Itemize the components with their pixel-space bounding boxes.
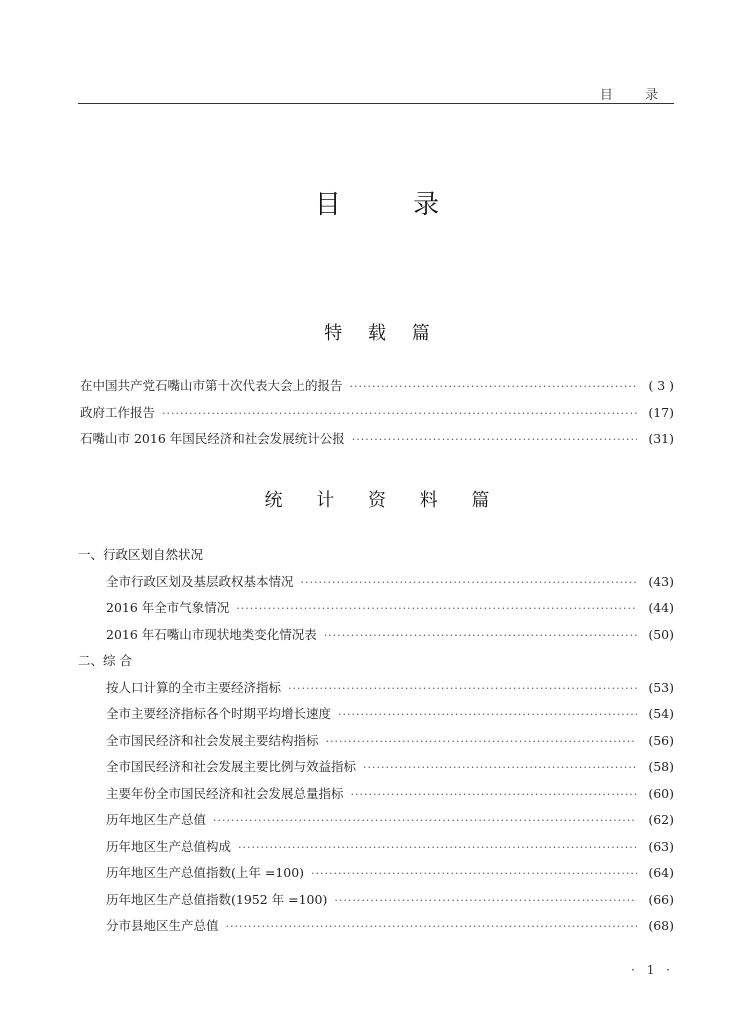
toc-entry-title: 全市主要经济指标各个时期平均增长速度 (106, 706, 332, 721)
toc-special-section (0, 373, 754, 453)
toc-entry-title: 政府工作报告 (80, 404, 156, 420)
toc-entry[interactable] (0, 754, 754, 781)
toc-entry[interactable] (0, 807, 754, 834)
toc-entry-page: (54) (648, 706, 674, 721)
toc-entry[interactable] (0, 373, 754, 400)
toc-entry-page: ( 3 ) (648, 378, 674, 393)
dot-leader (162, 401, 637, 428)
dot-leader (352, 427, 637, 454)
dot-leader (324, 623, 637, 650)
toc-entry-page: (66) (648, 891, 674, 907)
toc-entry[interactable] (0, 860, 754, 887)
toc-entry-page: (53) (648, 679, 674, 695)
toc-entry[interactable] (0, 400, 754, 427)
toc-entry-page: (43) (648, 573, 674, 589)
dot-leader (311, 861, 637, 888)
dot-leader (226, 914, 637, 941)
toc-entry[interactable] (0, 595, 754, 622)
toc-category-heading: 一、行政区划自然状况 (78, 547, 204, 562)
toc-entry[interactable] (0, 622, 754, 649)
toc-entry-page: (58) (648, 759, 674, 774)
toc-entry-page: (31) (648, 431, 674, 446)
toc-entry[interactable] (0, 781, 754, 808)
toc-entry-page: (64) (648, 865, 674, 880)
toc-entry[interactable] (0, 887, 754, 914)
toc-entry-title: 全市国民经济和社会发展主要比例与效益指标 (106, 759, 357, 774)
toc-entry-title: 在中国共产党石嘴山市第十次代表大会上的报告 (80, 378, 343, 393)
toc-entry-title: 历年地区生产总值构成 (106, 838, 232, 854)
toc-entry-title: 2016 年全市气象情况 (106, 600, 230, 615)
toc-entry[interactable] (0, 834, 754, 861)
toc-entry-page: (60) (648, 785, 674, 801)
toc-entry-title: 主要年份全市国民经济和社会发展总量指标 (106, 785, 344, 801)
toc-entry-page: (44) (648, 600, 674, 615)
dot-leader (326, 729, 637, 756)
section-title-statistics: 统 计 资 料 篇 (264, 490, 504, 511)
toc-entry[interactable] (0, 569, 754, 596)
toc-entry-title: 石嘴山市 2016 年国民经济和社会发展统计公报 (80, 431, 345, 446)
toc-entry[interactable] (0, 426, 754, 453)
dot-leader (334, 888, 637, 915)
toc-entry-title: 历年地区生产总值指数(1952 年 =100) (106, 891, 328, 907)
toc-entry-title: 全市行政区划及基层政权基本情况 (106, 573, 294, 589)
toc-entry-title: 历年地区生产总值指数(上年 =100) (106, 865, 305, 880)
toc-entry-title: 历年地区生产总值 (106, 812, 207, 827)
toc-entry-title: 按人口计算的全市主要经济指标 (106, 679, 282, 695)
section-title-special: 特 载 篇 (324, 323, 440, 344)
dot-leader (301, 570, 637, 597)
toc-category-heading: 二、综 合 (78, 653, 132, 668)
page-number: · 1 · (631, 963, 674, 977)
toc-entry-page: (56) (648, 732, 674, 748)
toc-entry-page: (17) (648, 404, 674, 420)
dot-leader (351, 782, 637, 809)
dot-leader (213, 808, 637, 835)
toc-entry-title: 2016 年石嘴山市现状地类变化情况表 (106, 626, 317, 642)
dot-leader (288, 676, 637, 703)
dot-leader (363, 755, 637, 782)
toc-entry[interactable] (0, 728, 754, 755)
toc-entry[interactable] (0, 913, 754, 940)
dot-leader (338, 702, 637, 729)
toc-entry-page: (68) (648, 918, 674, 933)
header-rule (78, 103, 674, 104)
dot-leader (236, 596, 637, 623)
running-head: 目 录 (599, 88, 672, 103)
toc-entry-page: (62) (648, 812, 674, 827)
toc-entry[interactable] (0, 675, 754, 702)
toc-entry-page: (63) (648, 838, 674, 854)
toc-entry[interactable] (0, 701, 754, 728)
page-title: 目 录 (314, 190, 472, 220)
dot-leader (350, 374, 637, 401)
toc-entry-title: 分市县地区生产总值 (106, 918, 219, 933)
dot-leader (238, 835, 637, 862)
toc-entry-title: 全市国民经济和社会发展主要结构指标 (106, 732, 319, 748)
toc-entry-page: (50) (648, 626, 674, 642)
toc-statistics-section (0, 542, 754, 940)
